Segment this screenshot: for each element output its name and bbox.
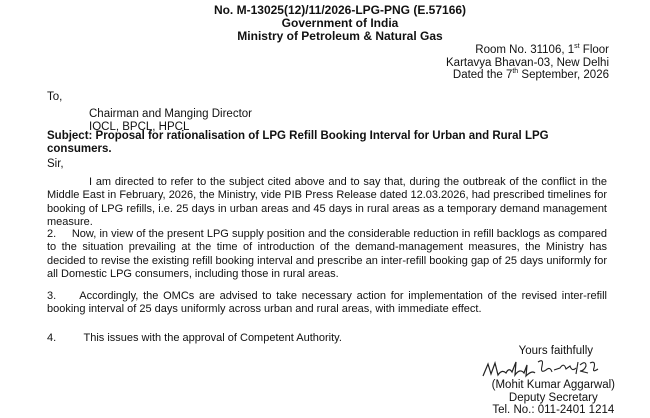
recipient-title: Chairman and Manging Director xyxy=(89,108,252,120)
building-line: Kartavya Bhavan-03, New Delhi xyxy=(446,56,609,69)
paragraph-1: I am directed to refer to the subject cited above and to say that, during the outbreak of the conflict in the Middle East in February, 2026, the Ministry, vide PIB Press Release dated 12.03.2026, had prescribed timelines for booking of LPG refills, i.e. 25 days in urban areas and 45 days in rural areas as a temporary demand management measure. xyxy=(47,176,607,229)
paragraph-4: 4. This issues with the approval of Competent Authority. xyxy=(47,332,342,344)
paragraph-2: 2. Now, in view of the present LPG supply position and the considerable reduction in refill backlogs as compared to the situation prevailing at the time of introduction of the demand-management measures, the Ministry has decided to revise the existing refill booking interval and prescribe an inter-refill booking gap of 25 days uniformly for all Domestic LPG consumers, including those in rural areas. xyxy=(47,228,611,281)
paragraph-3: 3. Accordingly, the OMCs are advised to take necessary action for implementation of the revised inter-refill booking interval of 25 days uniformly across urban and rural areas, with immediate effect. xyxy=(47,290,611,316)
date-line: Dated the 7th September, 2026 xyxy=(452,68,609,81)
signer-block xyxy=(492,379,615,417)
signer-name: (Mohit Kumar Aggarwal) xyxy=(491,379,615,391)
letter-header xyxy=(0,4,650,43)
sender-address xyxy=(446,44,609,82)
to-label: To, xyxy=(47,91,63,103)
room-line: Room No. 31106, 1st Floor xyxy=(475,43,609,56)
closing-phrase: Yours faithfully xyxy=(518,345,593,357)
subject-line: Subject: Proposal for rationalisation of LPG Refill Booking Interval for Urban and Rural LPG consumers. xyxy=(47,130,549,155)
signer-designation: Deputy Secretary xyxy=(508,391,598,404)
salutation: Sir, xyxy=(47,158,64,170)
signer-phone: Tel. No.: 011-2401 1214 xyxy=(492,404,615,416)
government-name: Government of India xyxy=(281,16,399,30)
recipient-companies: IOCL, BPCL, HPCL xyxy=(89,120,190,133)
ministry-name: Ministry of Petroleum & Natural Gas xyxy=(237,29,443,43)
reference-number: No. M-13025(12)/11/2026-LPG-PNG (E.57166) xyxy=(213,3,467,17)
